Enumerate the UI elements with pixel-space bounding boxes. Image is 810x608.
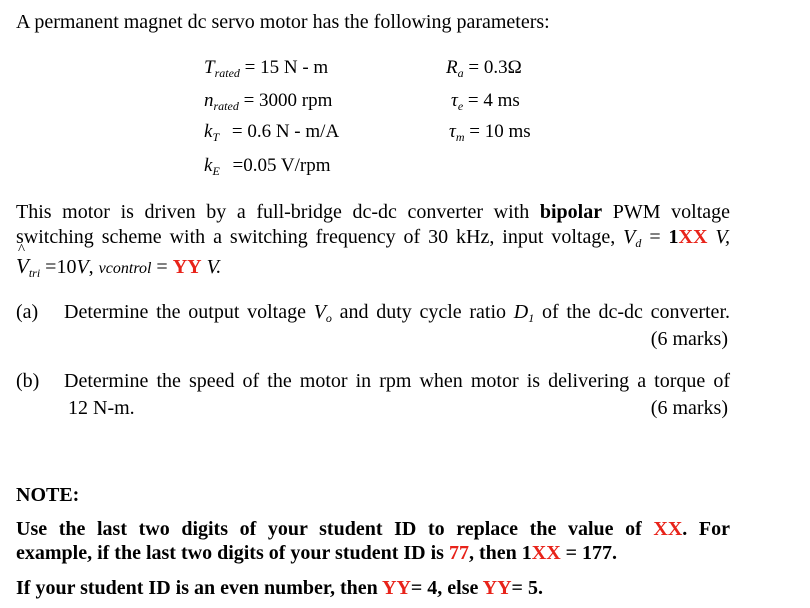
question-a-label: (a) xyxy=(16,301,39,323)
note-line-3 xyxy=(16,577,543,600)
note-text: = 5. xyxy=(511,577,543,599)
param-symbol: n xyxy=(204,90,214,111)
note-text: Use the last two digits of your student ID to replace the value of xyxy=(16,518,642,540)
intro-text: A permanent magnet dc servo motor has the following parameters: xyxy=(16,11,550,33)
note-xx: XX xyxy=(653,518,683,540)
question-b-line-2: 12 N-m. xyxy=(68,397,135,419)
param-subscript: rated xyxy=(213,99,239,113)
param-symbol: T xyxy=(204,57,215,78)
question-b-label: (b) xyxy=(16,370,40,392)
para-unit: V, xyxy=(715,226,730,248)
param-tau-m xyxy=(449,121,531,145)
note-text: . For xyxy=(682,518,731,540)
question-b-line-1: Determine the speed of the motor in rpm when motor is delivering a torque of xyxy=(64,370,730,392)
note-title: NOTE: xyxy=(16,484,80,506)
param-kt xyxy=(204,121,339,145)
para-text: This motor is driven by a full-bridge dc-dc converter with xyxy=(16,201,530,223)
param-subscript: m xyxy=(455,130,465,144)
param-subscript: a xyxy=(457,66,464,80)
question-a-text xyxy=(64,301,730,326)
param-value: =0.05 V/rpm xyxy=(232,155,331,176)
para-text: =10 xyxy=(45,256,77,278)
para-text: PWM voltage xyxy=(612,201,731,223)
vo-subscript: o xyxy=(325,311,332,325)
note-line-2 xyxy=(16,542,617,565)
note-text: example, if the last two digits of your student ID is xyxy=(16,542,444,564)
param-value: = 15 N - m xyxy=(244,57,329,78)
param-value: = 10 ms xyxy=(469,121,531,142)
param-subscript: E xyxy=(212,164,220,178)
paragraph-line-2 xyxy=(16,226,730,251)
marks-text: (6 marks) xyxy=(650,328,728,350)
vd-digit: 1 xyxy=(668,226,679,248)
param-t-rated xyxy=(204,57,328,81)
vd-subscript: d xyxy=(635,236,642,250)
param-subscript: rated xyxy=(214,66,240,80)
para-unit: V. xyxy=(206,256,222,278)
note-yy: YY xyxy=(482,577,512,599)
param-value: = 3000 rpm xyxy=(243,90,333,111)
qa-text: of the dc-dc converter. xyxy=(541,301,730,323)
param-symbol: τ xyxy=(451,90,458,111)
param-tau-e xyxy=(451,90,520,114)
param-subscript: e xyxy=(457,99,464,113)
param-symbol: k xyxy=(204,121,213,142)
vd-symbol: V xyxy=(623,226,636,248)
para-text: = xyxy=(649,226,661,248)
vo-symbol: V xyxy=(313,301,326,323)
para-text: , xyxy=(88,256,94,278)
qa-text: and duty cycle ratio xyxy=(339,301,507,323)
para-text: switching scheme with a switching frequency of 30 kHz, input voltage, xyxy=(16,226,616,248)
paragraph-line-1 xyxy=(16,201,730,224)
marks-text: (6 marks) xyxy=(650,397,728,419)
param-ra xyxy=(446,57,522,81)
note-text: , then 1 xyxy=(468,542,532,564)
param-symbol: τ xyxy=(449,121,456,142)
note-text: = 177. xyxy=(565,542,618,564)
d1-subscript: 1 xyxy=(528,311,535,325)
note-77: 77 xyxy=(448,542,469,564)
paragraph-line-3 xyxy=(16,254,221,281)
param-symbol: R xyxy=(446,57,458,78)
vtri-subscript: tri xyxy=(28,266,41,280)
note-xx: XX xyxy=(531,542,561,564)
para-text: = xyxy=(156,256,168,278)
d1-symbol: D xyxy=(513,301,529,323)
question-b-marks xyxy=(651,397,728,420)
note-line-1 xyxy=(16,518,730,541)
param-value: = 4 ms xyxy=(467,90,520,111)
qa-text: Determine the output voltage xyxy=(64,301,306,323)
param-symbol: k xyxy=(204,155,213,176)
note-text: = 4, else xyxy=(410,577,479,599)
param-value: = 0.6 N - m/A xyxy=(231,121,340,142)
param-ke xyxy=(204,155,331,179)
param-n-rated xyxy=(204,90,332,114)
note-text: If your student ID is an even number, then xyxy=(16,577,378,599)
vd-xx-placeholder: XX xyxy=(678,226,708,248)
param-subscript: T xyxy=(212,130,220,144)
question-a-marks xyxy=(651,328,728,351)
para-unit: V xyxy=(76,256,89,278)
vtri-symbol: ^ V xyxy=(16,254,29,279)
vcontrol-yy-placeholder: YY xyxy=(172,256,202,278)
param-value: = 0.3Ω xyxy=(468,57,522,78)
note-yy: YY xyxy=(382,577,411,599)
para-bold-bipolar: bipolar xyxy=(539,201,603,223)
vcontrol-symbol: vcontrol xyxy=(98,260,152,277)
